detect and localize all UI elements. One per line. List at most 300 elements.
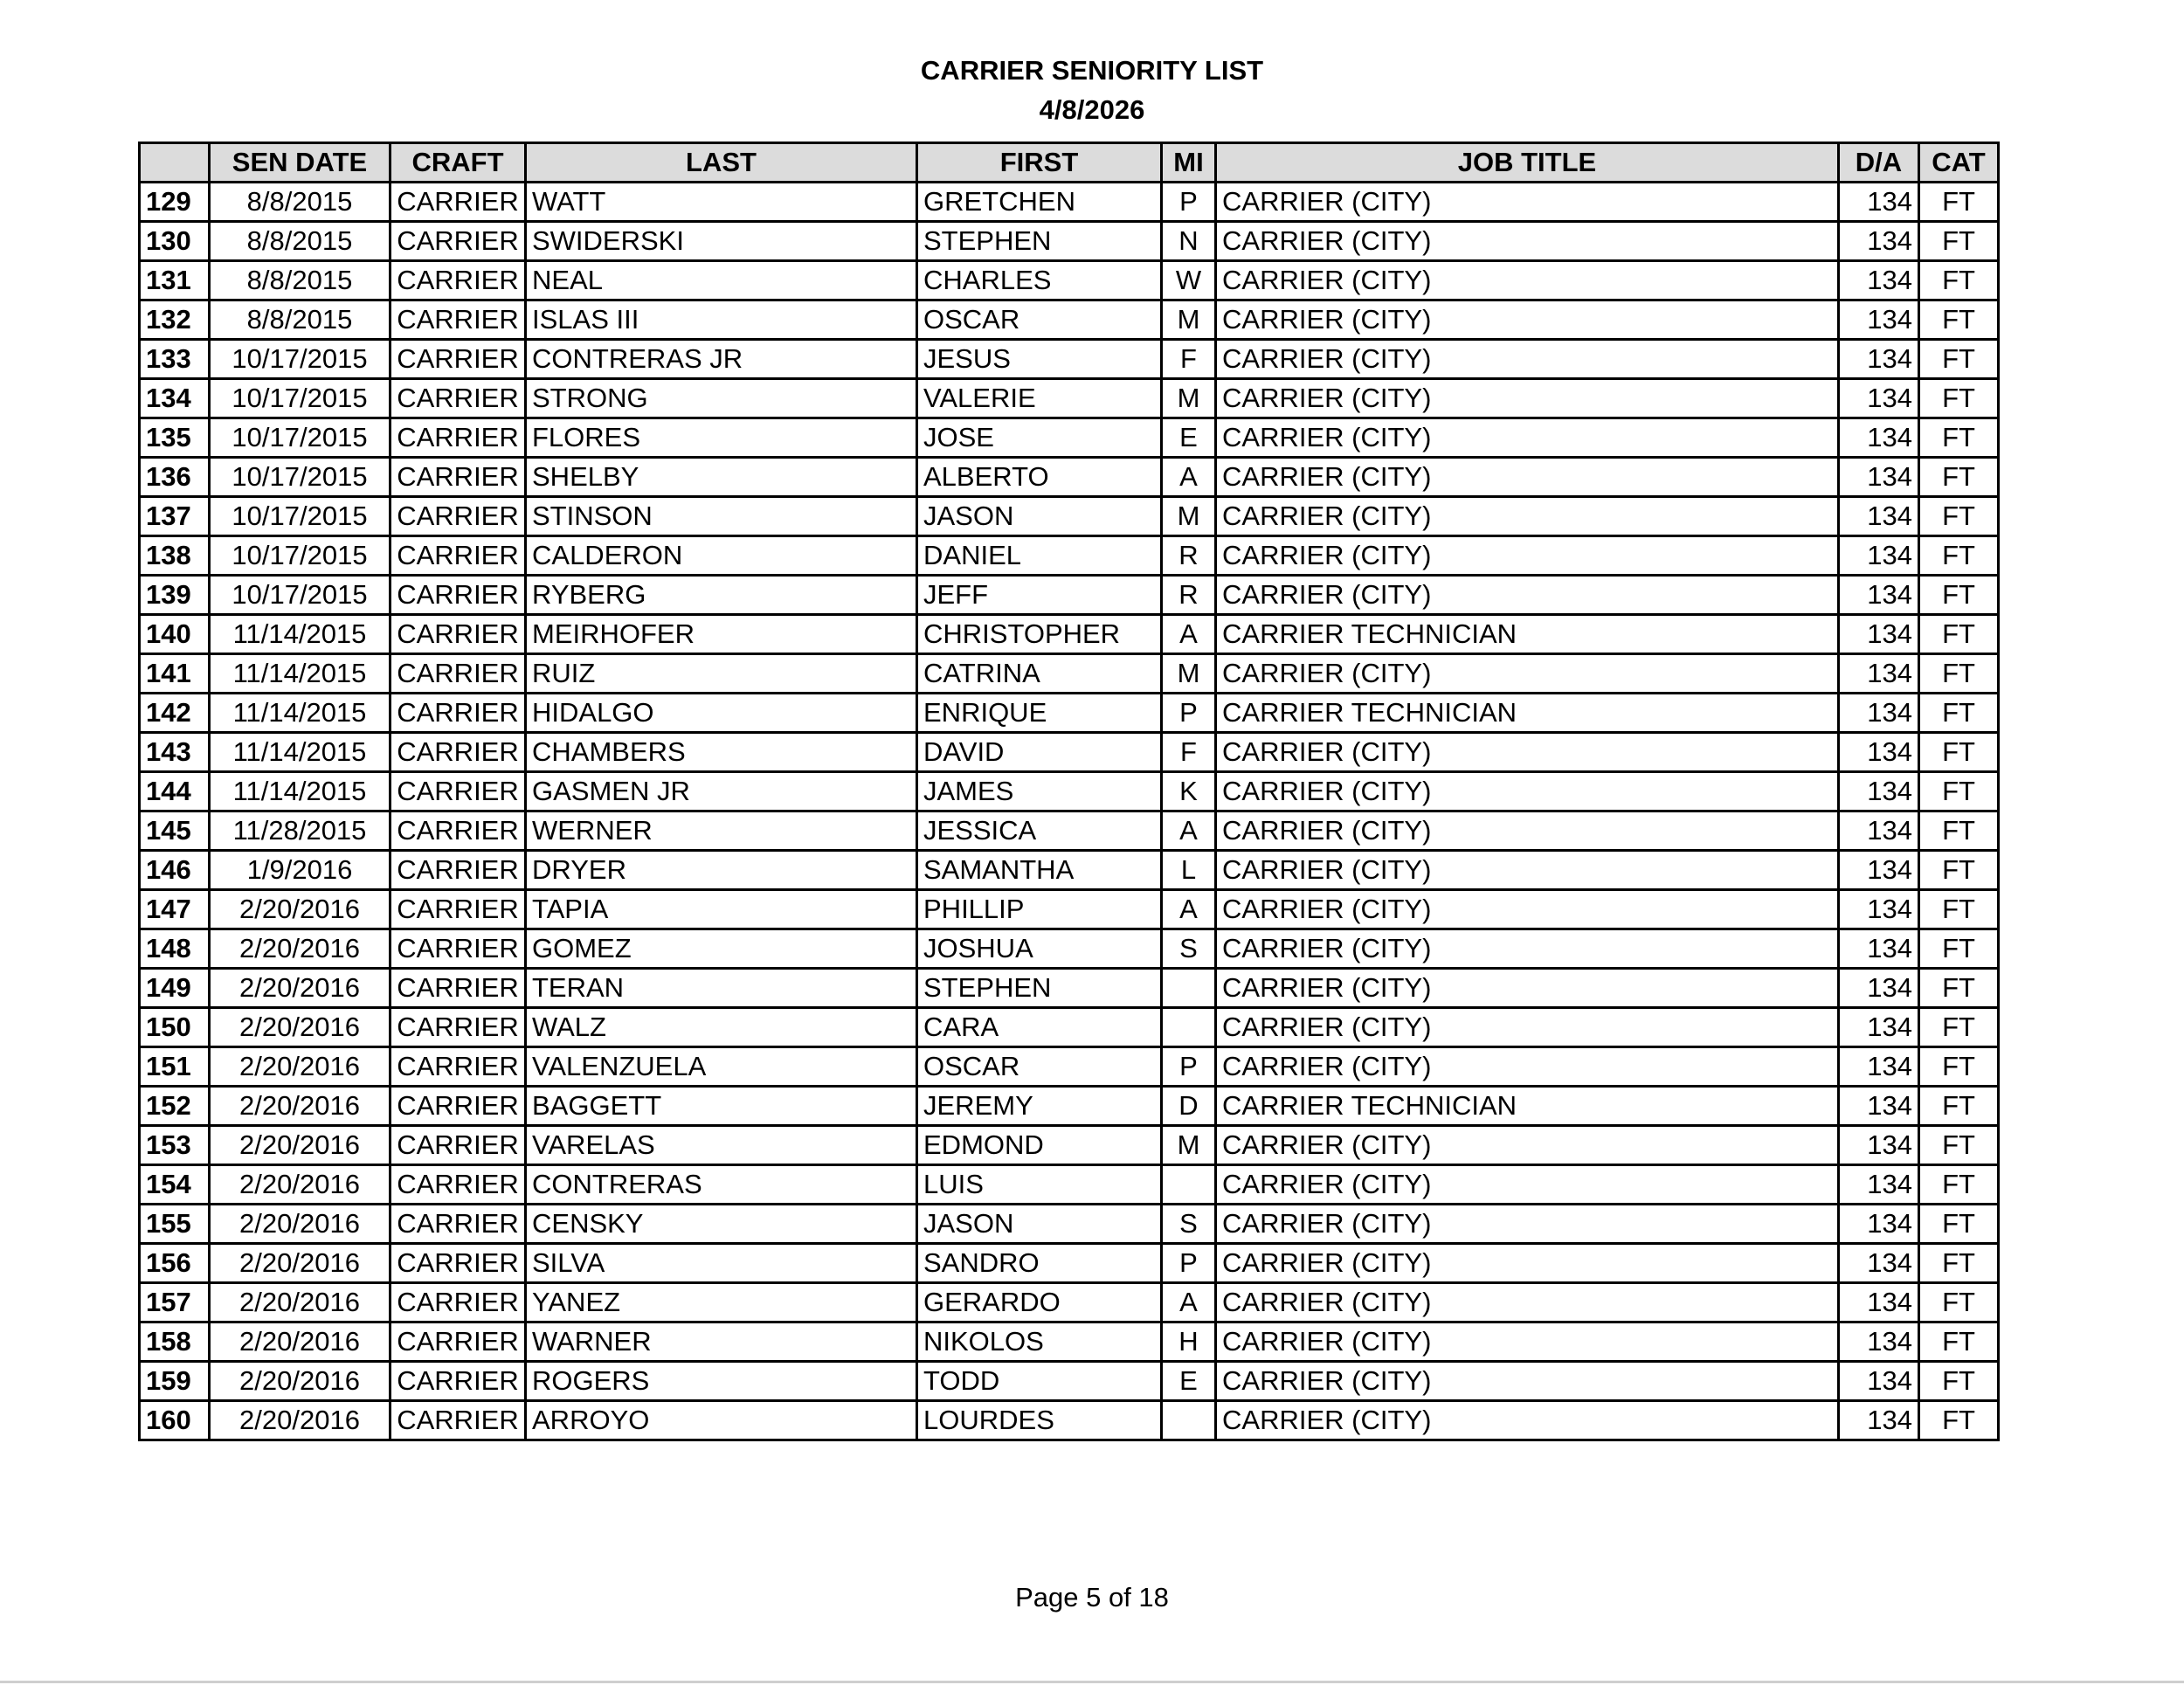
last-name-cell: SWIDERSKI: [526, 222, 917, 261]
last-name-cell: TAPIA: [526, 890, 917, 929]
table-row: [140, 851, 1999, 890]
first-name-cell: NIKOLOS: [917, 1322, 1162, 1362]
craft-cell: CARRIER: [390, 340, 526, 379]
job-title-cell: CARRIER (CITY): [1216, 340, 1839, 379]
da-cell: 134: [1839, 1205, 1919, 1244]
sen-date-cell: 8/8/2015: [210, 222, 390, 261]
job-title-cell: CARRIER (CITY): [1216, 969, 1839, 1008]
craft-cell: CARRIER: [390, 458, 526, 497]
sen-date-cell: 11/14/2015: [210, 733, 390, 772]
sen-date-cell: 2/20/2016: [210, 1205, 390, 1244]
last-name-cell: RUIZ: [526, 654, 917, 694]
mi-cell: [1162, 1401, 1216, 1440]
table-row: [140, 890, 1999, 929]
first-name-cell: LOURDES: [917, 1401, 1162, 1440]
job-title-cell: CARRIER (CITY): [1216, 183, 1839, 222]
row-number: 156: [140, 1244, 210, 1283]
col-header-craft: CRAFT: [390, 143, 526, 183]
cat-cell: FT: [1919, 1244, 1999, 1283]
row-number: 143: [140, 733, 210, 772]
first-name-cell: JASON: [917, 1205, 1162, 1244]
first-name-cell: JEREMY: [917, 1087, 1162, 1126]
mi-cell: F: [1162, 340, 1216, 379]
craft-cell: CARRIER: [390, 183, 526, 222]
mi-cell: M: [1162, 1126, 1216, 1165]
sen-date-cell: 10/17/2015: [210, 418, 390, 458]
last-name-cell: CONTRERAS JR: [526, 340, 917, 379]
row-number: 150: [140, 1008, 210, 1047]
table-row: [140, 536, 1999, 576]
last-name-cell: SILVA: [526, 1244, 917, 1283]
sen-date-cell: 2/20/2016: [210, 1087, 390, 1126]
da-cell: 134: [1839, 733, 1919, 772]
job-title-cell: CARRIER (CITY): [1216, 1126, 1839, 1165]
first-name-cell: JESSICA: [917, 811, 1162, 851]
sen-date-cell: 11/14/2015: [210, 772, 390, 811]
da-cell: 134: [1839, 890, 1919, 929]
table-row: [140, 694, 1999, 733]
cat-cell: FT: [1919, 1205, 1999, 1244]
cat-cell: FT: [1919, 576, 1999, 615]
row-number: 149: [140, 969, 210, 1008]
mi-cell: A: [1162, 1283, 1216, 1322]
craft-cell: CARRIER: [390, 1205, 526, 1244]
sen-date-cell: 2/20/2016: [210, 890, 390, 929]
job-title-cell: CARRIER (CITY): [1216, 654, 1839, 694]
job-title-cell: CARRIER (CITY): [1216, 379, 1839, 418]
first-name-cell: JOSE: [917, 418, 1162, 458]
first-name-cell: CARA: [917, 1008, 1162, 1047]
table-row: [140, 1087, 1999, 1126]
table-row: [140, 1047, 1999, 1087]
first-name-cell: TODD: [917, 1362, 1162, 1401]
mi-cell: E: [1162, 418, 1216, 458]
first-name-cell: CHARLES: [917, 261, 1162, 300]
page-title: CARRIER SENIORITY LIST: [920, 55, 1264, 86]
table-row: [140, 458, 1999, 497]
row-number: 145: [140, 811, 210, 851]
row-number: 144: [140, 772, 210, 811]
job-title-cell: CARRIER TECHNICIAN: [1216, 694, 1839, 733]
craft-cell: CARRIER: [390, 1165, 526, 1205]
table-row: [140, 379, 1999, 418]
job-title-cell: CARRIER (CITY): [1216, 261, 1839, 300]
cat-cell: FT: [1919, 733, 1999, 772]
last-name-cell: WERNER: [526, 811, 917, 851]
job-title-cell: CARRIER (CITY): [1216, 929, 1839, 969]
mi-cell: [1162, 1008, 1216, 1047]
row-number: 157: [140, 1283, 210, 1322]
craft-cell: CARRIER: [390, 576, 526, 615]
first-name-cell: JESUS: [917, 340, 1162, 379]
table-row: [140, 418, 1999, 458]
da-cell: 134: [1839, 418, 1919, 458]
first-name-cell: SAMANTHA: [917, 851, 1162, 890]
sen-date-cell: 2/20/2016: [210, 1322, 390, 1362]
sen-date-cell: 10/17/2015: [210, 576, 390, 615]
da-cell: 134: [1839, 183, 1919, 222]
row-number: 136: [140, 458, 210, 497]
row-number: 151: [140, 1047, 210, 1087]
da-cell: 134: [1839, 340, 1919, 379]
table-row: [140, 1008, 1999, 1047]
job-title-cell: CARRIER (CITY): [1216, 1283, 1839, 1322]
first-name-cell: JASON: [917, 497, 1162, 536]
da-cell: 134: [1839, 1401, 1919, 1440]
row-number: 147: [140, 890, 210, 929]
first-name-cell: OSCAR: [917, 1047, 1162, 1087]
last-name-cell: STINSON: [526, 497, 917, 536]
table-row: [140, 615, 1999, 654]
job-title-cell: CARRIER (CITY): [1216, 1322, 1839, 1362]
mi-cell: M: [1162, 300, 1216, 340]
craft-cell: CARRIER: [390, 694, 526, 733]
last-name-cell: CALDERON: [526, 536, 917, 576]
craft-cell: CARRIER: [390, 811, 526, 851]
row-number: 131: [140, 261, 210, 300]
row-number: 142: [140, 694, 210, 733]
table-row: [140, 1362, 1999, 1401]
first-name-cell: LUIS: [917, 1165, 1162, 1205]
sen-date-cell: 11/14/2015: [210, 694, 390, 733]
cat-cell: FT: [1919, 615, 1999, 654]
da-cell: 134: [1839, 536, 1919, 576]
craft-cell: CARRIER: [390, 890, 526, 929]
job-title-cell: CARRIER (CITY): [1216, 1401, 1839, 1440]
craft-cell: CARRIER: [390, 772, 526, 811]
da-cell: 134: [1839, 1126, 1919, 1165]
first-name-cell: ENRIQUE: [917, 694, 1162, 733]
sen-date-cell: 2/20/2016: [210, 1244, 390, 1283]
col-header-cat: CAT: [1919, 143, 1999, 183]
job-title-cell: CARRIER (CITY): [1216, 733, 1839, 772]
row-number: 148: [140, 929, 210, 969]
col-header-first: FIRST: [917, 143, 1162, 183]
cat-cell: FT: [1919, 1165, 1999, 1205]
row-number: 141: [140, 654, 210, 694]
row-number: 129: [140, 183, 210, 222]
page-bottom-divider: [0, 1681, 2184, 1683]
cat-cell: FT: [1919, 1283, 1999, 1322]
mi-cell: M: [1162, 379, 1216, 418]
mi-cell: P: [1162, 1244, 1216, 1283]
mi-cell: P: [1162, 1047, 1216, 1087]
craft-cell: CARRIER: [390, 733, 526, 772]
craft-cell: CARRIER: [390, 379, 526, 418]
table-row: [140, 1244, 1999, 1283]
mi-cell: S: [1162, 1205, 1216, 1244]
sen-date-cell: 2/20/2016: [210, 1165, 390, 1205]
last-name-cell: ROGERS: [526, 1362, 917, 1401]
cat-cell: FT: [1919, 1322, 1999, 1362]
cat-cell: FT: [1919, 261, 1999, 300]
cat-cell: FT: [1919, 458, 1999, 497]
da-cell: 134: [1839, 811, 1919, 851]
cat-cell: FT: [1919, 1008, 1999, 1047]
row-number: 155: [140, 1205, 210, 1244]
da-cell: 134: [1839, 261, 1919, 300]
sen-date-cell: 2/20/2016: [210, 1362, 390, 1401]
row-number: 140: [140, 615, 210, 654]
sen-date-cell: 8/8/2015: [210, 261, 390, 300]
table-row: [140, 497, 1999, 536]
job-title-cell: CARRIER (CITY): [1216, 851, 1839, 890]
cat-cell: FT: [1919, 851, 1999, 890]
cat-cell: FT: [1919, 222, 1999, 261]
da-cell: 134: [1839, 576, 1919, 615]
row-number: 159: [140, 1362, 210, 1401]
cat-cell: FT: [1919, 1362, 1999, 1401]
first-name-cell: STEPHEN: [917, 222, 1162, 261]
table-row: [140, 1283, 1999, 1322]
last-name-cell: WALZ: [526, 1008, 917, 1047]
last-name-cell: CONTRERAS: [526, 1165, 917, 1205]
da-cell: 134: [1839, 615, 1919, 654]
sen-date-cell: 8/8/2015: [210, 300, 390, 340]
craft-cell: CARRIER: [390, 222, 526, 261]
sen-date-cell: 2/20/2016: [210, 1401, 390, 1440]
craft-cell: CARRIER: [390, 1322, 526, 1362]
col-header-da: D/A: [1839, 143, 1919, 183]
craft-cell: CARRIER: [390, 1047, 526, 1087]
job-title-cell: CARRIER (CITY): [1216, 772, 1839, 811]
da-cell: 134: [1839, 300, 1919, 340]
cat-cell: FT: [1919, 183, 1999, 222]
table-row: [140, 1165, 1999, 1205]
table-row: [140, 222, 1999, 261]
da-cell: 134: [1839, 654, 1919, 694]
last-name-cell: ISLAS III: [526, 300, 917, 340]
mi-cell: R: [1162, 536, 1216, 576]
craft-cell: CARRIER: [390, 851, 526, 890]
last-name-cell: VARELAS: [526, 1126, 917, 1165]
mi-cell: E: [1162, 1362, 1216, 1401]
row-number: 138: [140, 536, 210, 576]
job-title-cell: CARRIER (CITY): [1216, 1205, 1839, 1244]
table-row: [140, 654, 1999, 694]
col-header-last: LAST: [526, 143, 917, 183]
table-row: [140, 1205, 1999, 1244]
row-number: 139: [140, 576, 210, 615]
mi-cell: D: [1162, 1087, 1216, 1126]
cat-cell: FT: [1919, 379, 1999, 418]
da-cell: 134: [1839, 497, 1919, 536]
mi-cell: R: [1162, 576, 1216, 615]
table-row: [140, 969, 1999, 1008]
page-number: Page 5 of 18: [1015, 1582, 1169, 1612]
mi-cell: A: [1162, 615, 1216, 654]
mi-cell: H: [1162, 1322, 1216, 1362]
mi-cell: N: [1162, 222, 1216, 261]
sen-date-cell: 2/20/2016: [210, 1283, 390, 1322]
last-name-cell: STRONG: [526, 379, 917, 418]
craft-cell: CARRIER: [390, 1401, 526, 1440]
craft-cell: CARRIER: [390, 1087, 526, 1126]
first-name-cell: PHILLIP: [917, 890, 1162, 929]
row-number: 153: [140, 1126, 210, 1165]
first-name-cell: CHRISTOPHER: [917, 615, 1162, 654]
last-name-cell: ARROYO: [526, 1401, 917, 1440]
list-date: 4/8/2026: [1039, 94, 1145, 125]
mi-cell: A: [1162, 458, 1216, 497]
sen-date-cell: 2/20/2016: [210, 1047, 390, 1087]
cat-cell: FT: [1919, 340, 1999, 379]
row-number: 135: [140, 418, 210, 458]
table-row: [140, 811, 1999, 851]
sen-date-cell: 11/28/2015: [210, 811, 390, 851]
craft-cell: CARRIER: [390, 1126, 526, 1165]
job-title-cell: CARRIER (CITY): [1216, 1362, 1839, 1401]
sen-date-cell: 10/17/2015: [210, 379, 390, 418]
sen-date-cell: 1/9/2016: [210, 851, 390, 890]
mi-cell: A: [1162, 890, 1216, 929]
craft-cell: CARRIER: [390, 615, 526, 654]
table-row: [140, 340, 1999, 379]
mi-cell: W: [1162, 261, 1216, 300]
first-name-cell: GERARDO: [917, 1283, 1162, 1322]
sen-date-cell: 8/8/2015: [210, 183, 390, 222]
cat-cell: FT: [1919, 811, 1999, 851]
mi-cell: [1162, 969, 1216, 1008]
row-number: 133: [140, 340, 210, 379]
craft-cell: CARRIER: [390, 300, 526, 340]
last-name-cell: NEAL: [526, 261, 917, 300]
col-header-mi: MI: [1162, 143, 1216, 183]
table-row: [140, 261, 1999, 300]
row-number: 132: [140, 300, 210, 340]
last-name-cell: SHELBY: [526, 458, 917, 497]
da-cell: 134: [1839, 1283, 1919, 1322]
last-name-cell: CHAMBERS: [526, 733, 917, 772]
cat-cell: FT: [1919, 300, 1999, 340]
last-name-cell: DRYER: [526, 851, 917, 890]
last-name-cell: GASMEN JR: [526, 772, 917, 811]
first-name-cell: JAMES: [917, 772, 1162, 811]
last-name-cell: WATT: [526, 183, 917, 222]
da-cell: 134: [1839, 694, 1919, 733]
row-number: 158: [140, 1322, 210, 1362]
table-row: [140, 1401, 1999, 1440]
sen-date-cell: 11/14/2015: [210, 654, 390, 694]
sen-date-cell: 10/17/2015: [210, 340, 390, 379]
craft-cell: CARRIER: [390, 929, 526, 969]
da-cell: 134: [1839, 458, 1919, 497]
sen-date-cell: 2/20/2016: [210, 969, 390, 1008]
mi-cell: [1162, 1165, 1216, 1205]
cat-cell: FT: [1919, 536, 1999, 576]
table-row: [140, 576, 1999, 615]
last-name-cell: GOMEZ: [526, 929, 917, 969]
cat-cell: FT: [1919, 1401, 1999, 1440]
table-row: [140, 1126, 1999, 1165]
da-cell: 134: [1839, 1047, 1919, 1087]
job-title-cell: CARRIER (CITY): [1216, 300, 1839, 340]
sen-date-cell: 10/17/2015: [210, 458, 390, 497]
job-title-cell: CARRIER (CITY): [1216, 418, 1839, 458]
table-row: [140, 733, 1999, 772]
job-title-cell: CARRIER (CITY): [1216, 890, 1839, 929]
job-title-cell: CARRIER (CITY): [1216, 222, 1839, 261]
da-cell: 134: [1839, 929, 1919, 969]
da-cell: 134: [1839, 1165, 1919, 1205]
cat-cell: FT: [1919, 1087, 1999, 1126]
da-cell: 134: [1839, 1244, 1919, 1283]
da-cell: 134: [1839, 851, 1919, 890]
craft-cell: CARRIER: [390, 969, 526, 1008]
craft-cell: CARRIER: [390, 418, 526, 458]
sen-date-cell: 2/20/2016: [210, 1126, 390, 1165]
row-number: 152: [140, 1087, 210, 1126]
job-title-cell: CARRIER (CITY): [1216, 1244, 1839, 1283]
craft-cell: CARRIER: [390, 1362, 526, 1401]
first-name-cell: DANIEL: [917, 536, 1162, 576]
table-row: [140, 929, 1999, 969]
job-title-cell: CARRIER (CITY): [1216, 1008, 1839, 1047]
col-header-sen-date: SEN DATE: [210, 143, 390, 183]
craft-cell: CARRIER: [390, 1008, 526, 1047]
da-cell: 134: [1839, 1362, 1919, 1401]
table-row: [140, 772, 1999, 811]
row-number: 146: [140, 851, 210, 890]
first-name-cell: VALERIE: [917, 379, 1162, 418]
row-number: 137: [140, 497, 210, 536]
craft-cell: CARRIER: [390, 536, 526, 576]
sen-date-cell: 11/14/2015: [210, 615, 390, 654]
cat-cell: FT: [1919, 890, 1999, 929]
first-name-cell: SANDRO: [917, 1244, 1162, 1283]
mi-cell: M: [1162, 497, 1216, 536]
craft-cell: CARRIER: [390, 1244, 526, 1283]
sen-date-cell: 2/20/2016: [210, 1008, 390, 1047]
craft-cell: CARRIER: [390, 654, 526, 694]
first-name-cell: STEPHEN: [917, 969, 1162, 1008]
sen-date-cell: 2/20/2016: [210, 929, 390, 969]
cat-cell: FT: [1919, 1126, 1999, 1165]
first-name-cell: OSCAR: [917, 300, 1162, 340]
row-number: 130: [140, 222, 210, 261]
table-row: [140, 300, 1999, 340]
last-name-cell: FLORES: [526, 418, 917, 458]
job-title-cell: CARRIER (CITY): [1216, 458, 1839, 497]
col-header-number: [140, 143, 210, 183]
job-title-cell: CARRIER (CITY): [1216, 1165, 1839, 1205]
sen-date-cell: 10/17/2015: [210, 536, 390, 576]
craft-cell: CARRIER: [390, 497, 526, 536]
row-number: 154: [140, 1165, 210, 1205]
first-name-cell: ALBERTO: [917, 458, 1162, 497]
cat-cell: FT: [1919, 929, 1999, 969]
col-header-job-title: JOB TITLE: [1216, 143, 1839, 183]
last-name-cell: MEIRHOFER: [526, 615, 917, 654]
mi-cell: M: [1162, 654, 1216, 694]
table-header-row: [140, 143, 1999, 183]
job-title-cell: CARRIER TECHNICIAN: [1216, 615, 1839, 654]
da-cell: 134: [1839, 1008, 1919, 1047]
sen-date-cell: 10/17/2015: [210, 497, 390, 536]
first-name-cell: CATRINA: [917, 654, 1162, 694]
first-name-cell: DAVID: [917, 733, 1162, 772]
cat-cell: FT: [1919, 1047, 1999, 1087]
mi-cell: P: [1162, 183, 1216, 222]
job-title-cell: CARRIER TECHNICIAN: [1216, 1087, 1839, 1126]
job-title-cell: CARRIER (CITY): [1216, 497, 1839, 536]
mi-cell: P: [1162, 694, 1216, 733]
last-name-cell: RYBERG: [526, 576, 917, 615]
last-name-cell: WARNER: [526, 1322, 917, 1362]
last-name-cell: VALENZUELA: [526, 1047, 917, 1087]
cat-cell: FT: [1919, 694, 1999, 733]
da-cell: 134: [1839, 969, 1919, 1008]
